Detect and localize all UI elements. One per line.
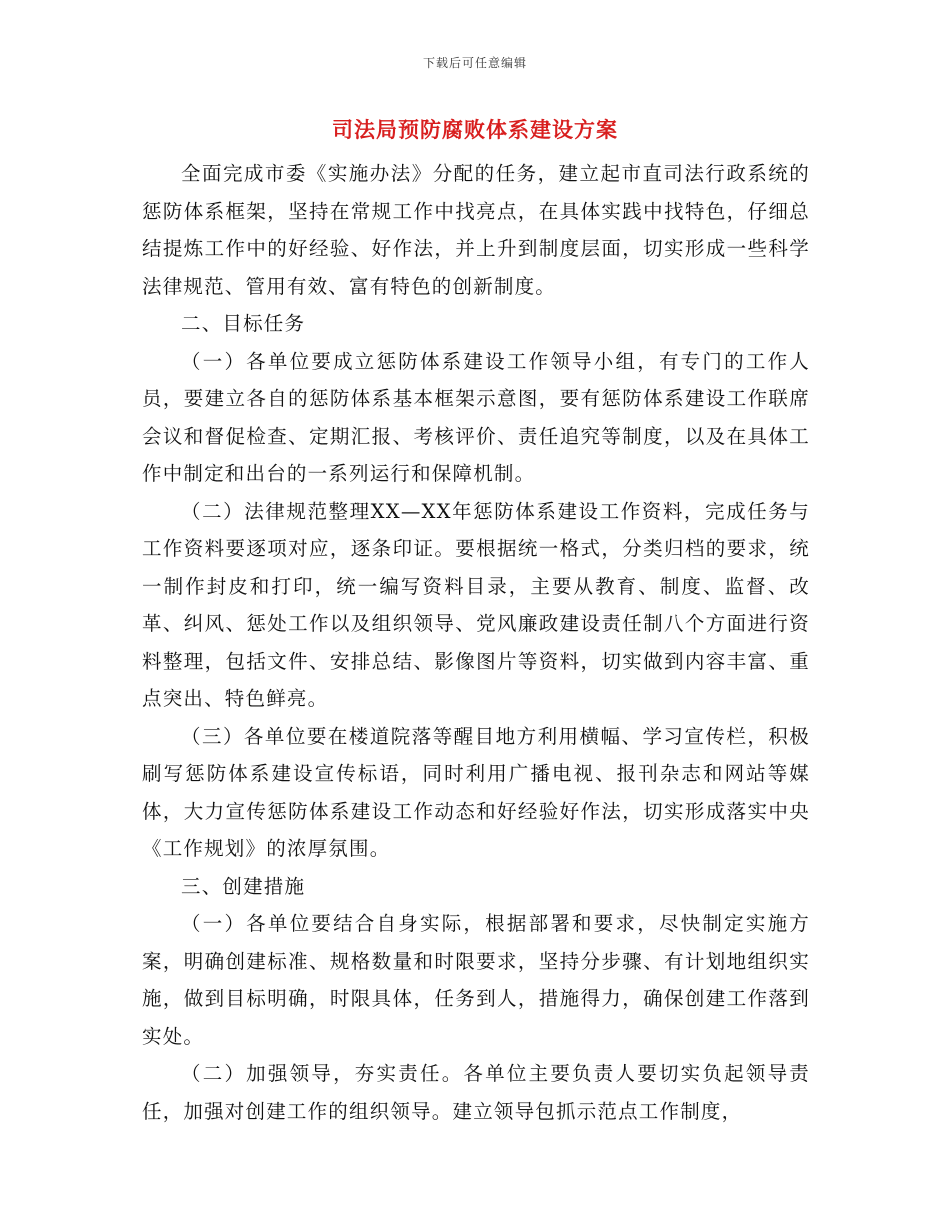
paragraph-goal-3: （三）各单位要在楼道院落等醒目地方利用横幅、学习宣传栏，积极刷写惩防体系建设宣传标语，同时利用广播电视、报刊杂志和网站等媒体，大力宣传惩防体系建设工作动态和好经验好作法，切实形成落实中央《工作规划》的浓厚氛围。 xyxy=(142,724,810,860)
paragraph-goal-2: （二）法律规范整理XX—XX年惩防体系建设工作资料，完成任务与工作资料要逐项对应，逐条印证。要根据统一格式，分类归档的要求，统一制作封皮和打印，统一编写资料目录，主要从教育、制度、监督、改革、纠风、惩处工作以及组织领导、党风廉政建设责任制八个方面进行资料整理，包括文件、安排总结、影像图片等资料，切实做到内容丰富、重点突出、特色鲜亮。 xyxy=(142,499,810,710)
document-body xyxy=(142,155,810,1130)
paragraph-measure-2: （二）加强领导，夯实责任。各单位主要负责人要切实负起领导责任，加强对创建工作的组织领导。建立领导包抓示范点工作制度， xyxy=(142,1062,810,1123)
paragraph-intro: 全面完成市委《实施办法》分配的任务，建立起市直司法行政系统的惩防体系框架，坚持在常规工作中找亮点，在具体实践中找特色，仔细总结提炼工作中的好经验、好作法，并上升到制度层面，切实形成一些科学法律规范、管用有效、富有特色的创新制度。 xyxy=(142,162,810,298)
section-heading-goals: 二、目标任务 xyxy=(181,312,306,335)
header-note: 下载后可任意编辑 xyxy=(422,56,527,70)
paragraph-measure-1: （一）各单位要结合自身实际，根据部署和要求，尽快制定实施方案，明确创建标准、规格数量和时限要求，坚持分步骤、有计划地组织实施，做到目标明确，时限具体，任务到人，措施得力，确保创建工作落到实处。 xyxy=(142,912,810,1048)
section-heading-measures: 三、创建措施 xyxy=(181,874,306,898)
document-title: 司法局预防腐败体系建设方案 xyxy=(332,117,618,142)
paragraph-goal-1: （一）各单位要成立惩防体系建设工作领导小组，有专门的工作人员，要建立各自的惩防体系基本框架示意图，要有惩防体系建设工作联席会议和督促检查、定期汇报、考核评价、责任追究等制度，以及在具体工作中制定和出台的一系列运行和保障机制。 xyxy=(142,349,810,485)
